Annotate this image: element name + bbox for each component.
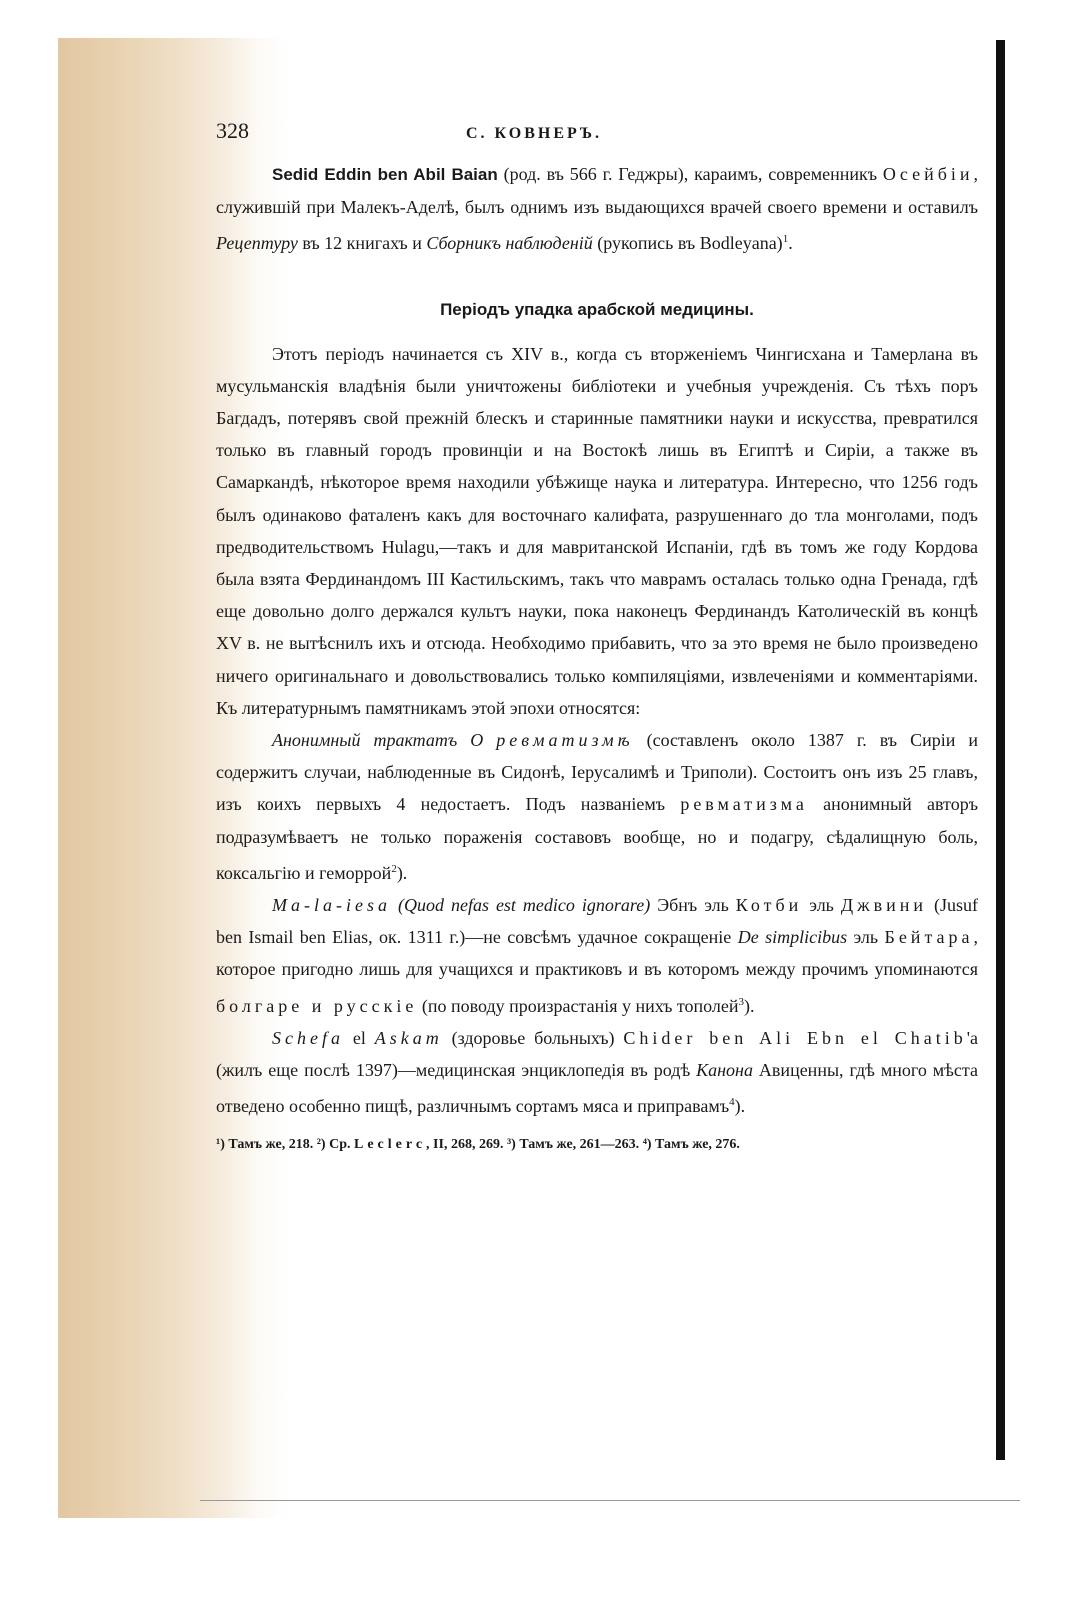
- footnote-ref: 3: [738, 995, 745, 1008]
- footnote-ref: 2: [391, 862, 397, 875]
- page-edge-shadow: [996, 40, 1005, 1460]
- page-header: [216, 118, 978, 158]
- footnote-ref: 4: [729, 1096, 735, 1109]
- footnote-3: ³) Тамъ же, 261—263.: [506, 1137, 643, 1153]
- page-bottom-edge: [200, 1500, 1020, 1501]
- footnotes: ¹) Тамъ же, 218. ²) Ср. Leclerc, II, 268, 269. ³) Тамъ же, 261—263. ⁴) Тамъ же, 276.: [216, 1137, 740, 1153]
- paragraph-period: Этотъ періодъ начинается съ XIV в., когда съ вторженіемъ Чингисхана и Тамерлана въ мусульманскія владѣнія были уничтожены библіотеки и учебныя учрежденія. Съ тѣхъ поръ Багдадъ, потерявъ свой прежній блескъ и старинные памятники науки и искусства, превратился только въ главный городъ провинціи и на Востокѣ лишь въ Египтѣ и Сиріи, а также въ Самаркандѣ, нѣкоторое время находили убѣжище наука и литература. Интересно, что 1256 годъ былъ одинаково фаталенъ какъ для восточнаго калифата, разрушеннаго до тла монголами, подъ предводительствомъ Hulagu,—такъ и для мавританской Испаніи, гдѣ въ томъ же году Кордова была взята Фердинандомъ III Кастильскимъ, такъ что маврамъ осталась только одна Гренада, гдѣ еще довольно долго держался культъ науки, пока наконецъ Фердинандъ Католическій въ концѣ XV в. не вытѣснилъ ихъ и отсюда. Необходимо прибавить, что за это время не было произведено ничего оригинальнаго и довольствовались только компиляціями, извлеченіями и комментаріями. Къ литературнымъ памятникамъ этой эпохи относятся:: [216, 343, 978, 718]
- footnote-ref: 1: [782, 233, 789, 246]
- footnote-2: ²) Ср.: [316, 1137, 354, 1153]
- running-head: С. КОВНЕРЪ.: [466, 125, 603, 142]
- footnote-1: ¹) Тамъ же, 218.: [216, 1137, 317, 1153]
- spaced-name: Осейбіи: [882, 164, 974, 184]
- entry-name: Sedid Eddin ben Abil Baian: [272, 165, 498, 184]
- page-text: [216, 118, 978, 1156]
- footnote-4: ⁴) Тамъ же, 276.: [642, 1137, 740, 1153]
- section-title: Періодъ упадка арабской медицины.: [440, 299, 754, 319]
- entry-sedid: Sedid Eddin ben Abil Baian (род. въ 566 г. Геджры), караимъ, современникъ Осейбіи, служившій при Малекъ-Аделѣ, былъ однимъ изъ выдающихся врачей своего времени и оставилъ Рецептуру въ 12 книгахъ и Сборникъ наблюденій (рукопись въ Bodleyana)$^1$.: [216, 164, 978, 254]
- entry-malaiesa: Ma-la-iesa (Quod nefas est medico ignorare) Эбнъ эль Котби эль Джвини (Jusuf ben Ismail ben Elias, ок. 1311 г.)—не совсѣмъ удачное сокращеніе De simplicibus эль Бейтара, которое пригодно лишь для учащихся и практиковъ и въ которомъ между прочимъ упоминаются болгаре и русскіе (по поводу произрастанія у нихъ тополей$^3$).: [216, 895, 979, 1016]
- entry-schefa: Schefa el Askam (здоровье больныхъ) Chider ben Ali Ebn el Chatib'а (жилъ еще послѣ 1397)—медицинская энциклопедія въ родѣ Канона Авиценны, гдѣ много мѣста отведено особенно пищѣ, различнымъ сортамъ мяса и приправамъ$^4$).: [216, 1027, 978, 1117]
- page-number: 328: [216, 118, 249, 143]
- entry-anonymous-treatise: Анонимный трактатъ О ревматизмѣ (составленъ около 1387 г. въ Сиріи и содержитъ случаи, наблюденные въ Сидонѣ, Іерусалимѣ и Триполи). Состоитъ онъ изъ 25 главъ, изъ коихъ первыхъ 4 недостаетъ. Подъ названіемъ ревматизма анонимный авторъ подразумѣваетъ не только пораженія составовъ вообще, но и подагру, сѣдалищную боль, коксальгію и геморрой$^2$).: [216, 730, 978, 883]
